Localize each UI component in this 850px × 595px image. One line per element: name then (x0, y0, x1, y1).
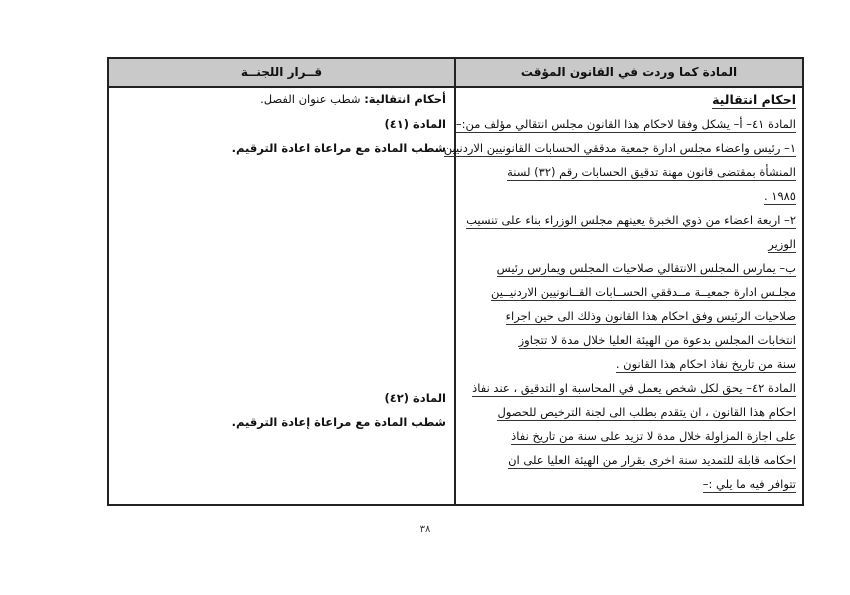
law-text-column (439, 88, 796, 502)
law-line: المادة ٤٢– يحق لكل شخص يعمل في المحاسبة او التدقيق ، عند نفاذ (472, 381, 796, 395)
decision-text: شطب عنوان الفصل. (260, 92, 365, 106)
law-line: سنة من تاريخ نفاذ احكام هذا القانون . (615, 357, 796, 371)
law-line: احكامه قابلة للتمديد سنة اخرى بقرار من الهيئة العليا على ان (508, 453, 796, 467)
law-line: صلاحيات الرئيس وفق احكام هذا القانون وذلك الى حين اجراء (505, 309, 796, 323)
article-42-label: المادة (٤٢) (384, 391, 446, 405)
comparison-table (107, 57, 804, 506)
decision-transitional (260, 92, 446, 106)
committee-decision-column (109, 88, 452, 502)
article-42-decision: شطب المادة مع مراعاة إعادة الترقيم. (231, 415, 446, 429)
law-line-text: المادة ٤١– أ– يشكل وفقا لاحكام هذا القانون مجلس انتقالي مؤلف من:– (455, 117, 796, 131)
law-line: ٢– اربعة اعضاء من ذوي الخبرة يعينهم مجلس الوزراء بناء على تنسيب (466, 213, 796, 227)
law-line: انتخابات المجلس بدعوة من الهيئة العليا خلال مدة لا تتجاوز (518, 333, 796, 347)
law-line: مجلـس ادارة جمعيــة مــدققي الحســابات القــانونيين الاردنيــين (491, 285, 796, 299)
page-number: ٣٨ (419, 524, 431, 535)
law-line: ١– رئيس واعضاء مجلس ادارة جمعية مدققي الحسابات القانونيين الاردنيين (443, 141, 796, 155)
law-line: المنشأة بمقتضى قانون مهنة تدقيق الحسابات رقم (٣٢) لسنة (507, 165, 796, 179)
article-41-decision: شطب المادة مع مراعاة اعادة الترقيم. (231, 141, 446, 155)
law-line: ب– يمارس المجلس الانتقالي صلاحيات المجلس ويمارس رئيس (496, 261, 796, 275)
law-line (456, 117, 796, 133)
header-committee-decision: قــرار اللجنــة (240, 65, 323, 79)
law-line: الوزير (768, 237, 796, 251)
decision-label: أحكام انتقالية: (364, 92, 446, 106)
header-article-as-in-law: المادة كما وردت في القانون المؤقت (520, 65, 738, 79)
law-line: على اجازة المزاولة خلال مدة لا تزيد على سنة من تاريخ نفاذ (511, 429, 796, 443)
article-41-label: المادة (٤١) (384, 117, 446, 131)
law-line: تتوافر فيه ما يلي :– (702, 477, 796, 491)
law-line: ١٩٨٥ . (763, 189, 796, 203)
section-heading: احكام انتقالية (712, 92, 796, 107)
law-line: احكام هذا القانون ، ان يتقدم بطلب الى لجنة الترخيص للحصول (497, 405, 796, 419)
